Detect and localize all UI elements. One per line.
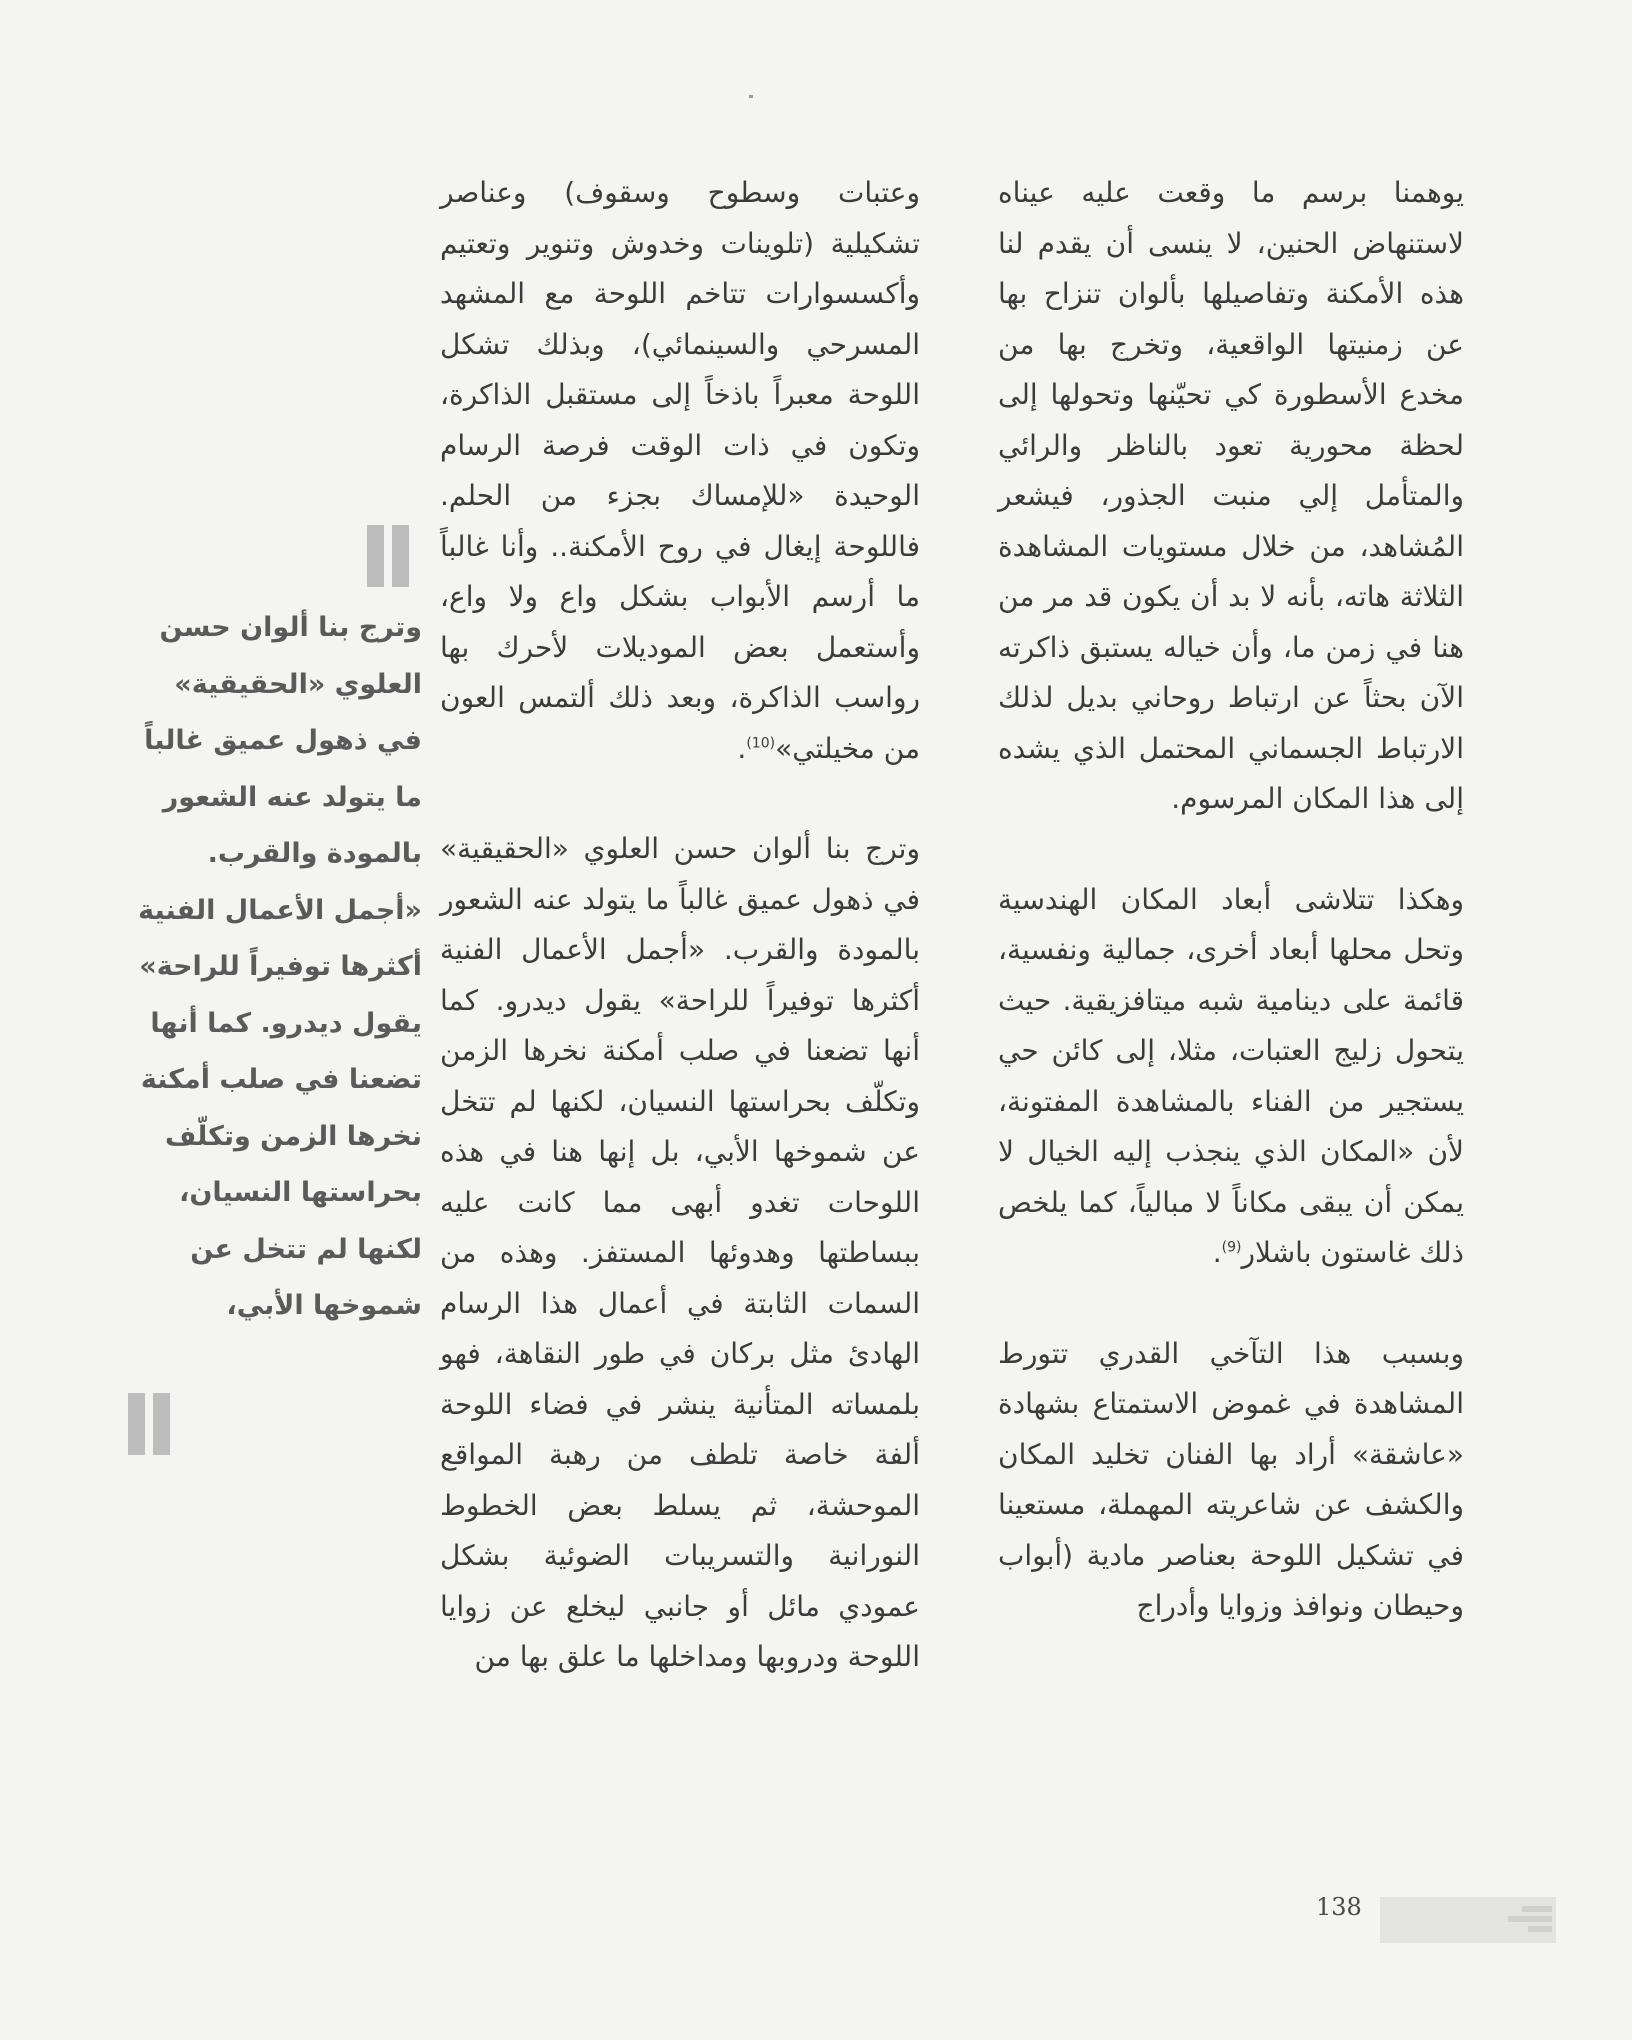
quote-bar [392, 525, 409, 587]
paragraph-gap [998, 1279, 1464, 1329]
paragraph-text: وعتبات وسطوح وسقوف) وعناصر تشكيلية (تلوينات وخدوش وتنوير وتعتيم وأكسسوارات تتاخم اللوحة مع المشهد المسرحي والسينمائي)، وبذلك تشكل اللوحة معبراً باذخاً إلى مستقبل الذاكرة، وتكون في ذات الوقت فرصة الرسام الوحيدة «للإمساك بجزء من الحلم. فاللوحة إيغال في روح الأمكنة.. وأنا غالباً ما أرسم الأبواب بشكل واع ولا واع، وأستعمل بعض الموديلات لأحرك بها رواسب الذاكرة، وبعد ذلك ألتمس العون من مخيلتي» [440, 176, 920, 765]
top-dot-mark [749, 95, 753, 98]
article-paragraph [440, 168, 920, 774]
article-column-right [998, 168, 1464, 1632]
page-number: 138 [1316, 1893, 1362, 1921]
paragraph-gap [440, 774, 920, 824]
paragraph-text: وبسبب هذا التآخي القدري تتورط المشاهدة في غموض الاستمتاع بشهادة «عاشقة» أراد بها الفنان تخليد المكان والكشف عن شاعريته المهملة، مستعينا في تشكيل اللوحة بعناصر مادية (أبواب وحيطان ونوافذ وزوايا وأدراج [998, 1336, 1464, 1622]
article-paragraph [998, 1329, 1464, 1632]
paragraph-tail: . [1212, 1236, 1222, 1269]
paragraph-tail: . [737, 731, 747, 765]
quote-bar [367, 525, 384, 587]
paragraph-gap [998, 825, 1464, 875]
paragraph-text: يوهمنا برسم ما وقعت عليه عيناه لاستنهاض الحنين، لا ينسى أن يقدم لنا هذه الأمكنة وتفاصيلها بألوان تنزاح بها عن زمنيتها الواقعية، وتخرج بها من مخدع الأسطورة كي تحيّنها وتحولها إلى لحظة محورية تعود بالناظر والرائي والمتأمل إلي منبت الجذور، فيشعر المُشاهد، من خلال مستويات المشاهدة الثلاثة هاته، بأنه لا بد أن يكون قد مر من هنا في زمن ما، وأن خياله يستبق ذاكرته الآن بحثاً عن ارتباط روحاني بديل لذلك الارتباط الجسماني المحتمل الذي يشده إلى هذا المكان المرسوم. [998, 176, 1464, 815]
footnote-reference: (9) [1221, 1239, 1242, 1256]
quote-bar [128, 1393, 145, 1455]
article-paragraph [998, 168, 1464, 825]
article-paragraph [440, 824, 920, 1683]
magazine-logo-icon [1496, 1899, 1552, 1939]
article-column-middle [440, 168, 920, 1683]
article-paragraph [998, 875, 1464, 1279]
paragraph-text: وترج بنا ألوان حسن العلوي «الحقيقية» في ذهول عميق غالباً ما يتولد عنه الشعور بالمودة والقرب. «أجمل الأعمال الفنية أكثرها توفيراً للراحة» يقول ديدرو. كما أنها تضعنا في صلب أمكنة نخرها الزمن وتكلّف بحراستها النسيان، لكنها لم تتخل عن شموخها الأبي، بل إنها هنا في هذه اللوحات تغدو أبهى مما كانت عليه ببساطتها وهدوئها المستفز. وهذه من السمات الثابتة في أعمال هذا الرسام الهادئ مثل بركان في طور النقاهة، فهو بلمساته المتأنية ينشر في فضاء اللوحة ألفة خاصة تلطف من رهبة المواقع الموحشة، ثم يسلط بعض الخطوط النورانية والتسريبات الضوئية بشكل عمودي مائل أو جانبي ليخلع عن زوايا اللوحة ودروبها ومداخلها ما علق بها من [440, 832, 920, 1673]
paragraph-text: وهكذا تتلاشى أبعاد المكان الهندسية وتحل محلها أبعاد أخرى، جمالية ونفسية، قائمة على دينامية شبه ميتافزيقية. حيث يتحول زليج العتبات، مثلا، إلى كائن حي يستجير من الفناء بالمشاهدة المفتونة، لأن «المكان الذي ينجذب إليه الخيال لا يمكن أن يبقى مكاناً لا مبالياً، كما يلخص ذلك غاستون باشلار [998, 882, 1464, 1269]
pullquote-close-mark-icon [128, 1393, 170, 1455]
footnote-reference: (10) [746, 735, 776, 752]
quote-bar [153, 1393, 170, 1455]
pullquote-open-mark-icon [367, 525, 409, 587]
pullquote: وترج بنا ألوان حسن العلوي «الحقيقية» في ذهول عميق غالباً ما يتولد عنه الشعور بالمودة والقرب. «أجمل الأعمال الفنية أكثرها توفيراً للراحة» يقول ديدرو. كما أنها تضعنا في صلب أمكنة نخرها الزمن وتكلّف بحراستها النسيان، لكنها لم تتخل عن شموخها الأبي، [138, 612, 422, 1321]
